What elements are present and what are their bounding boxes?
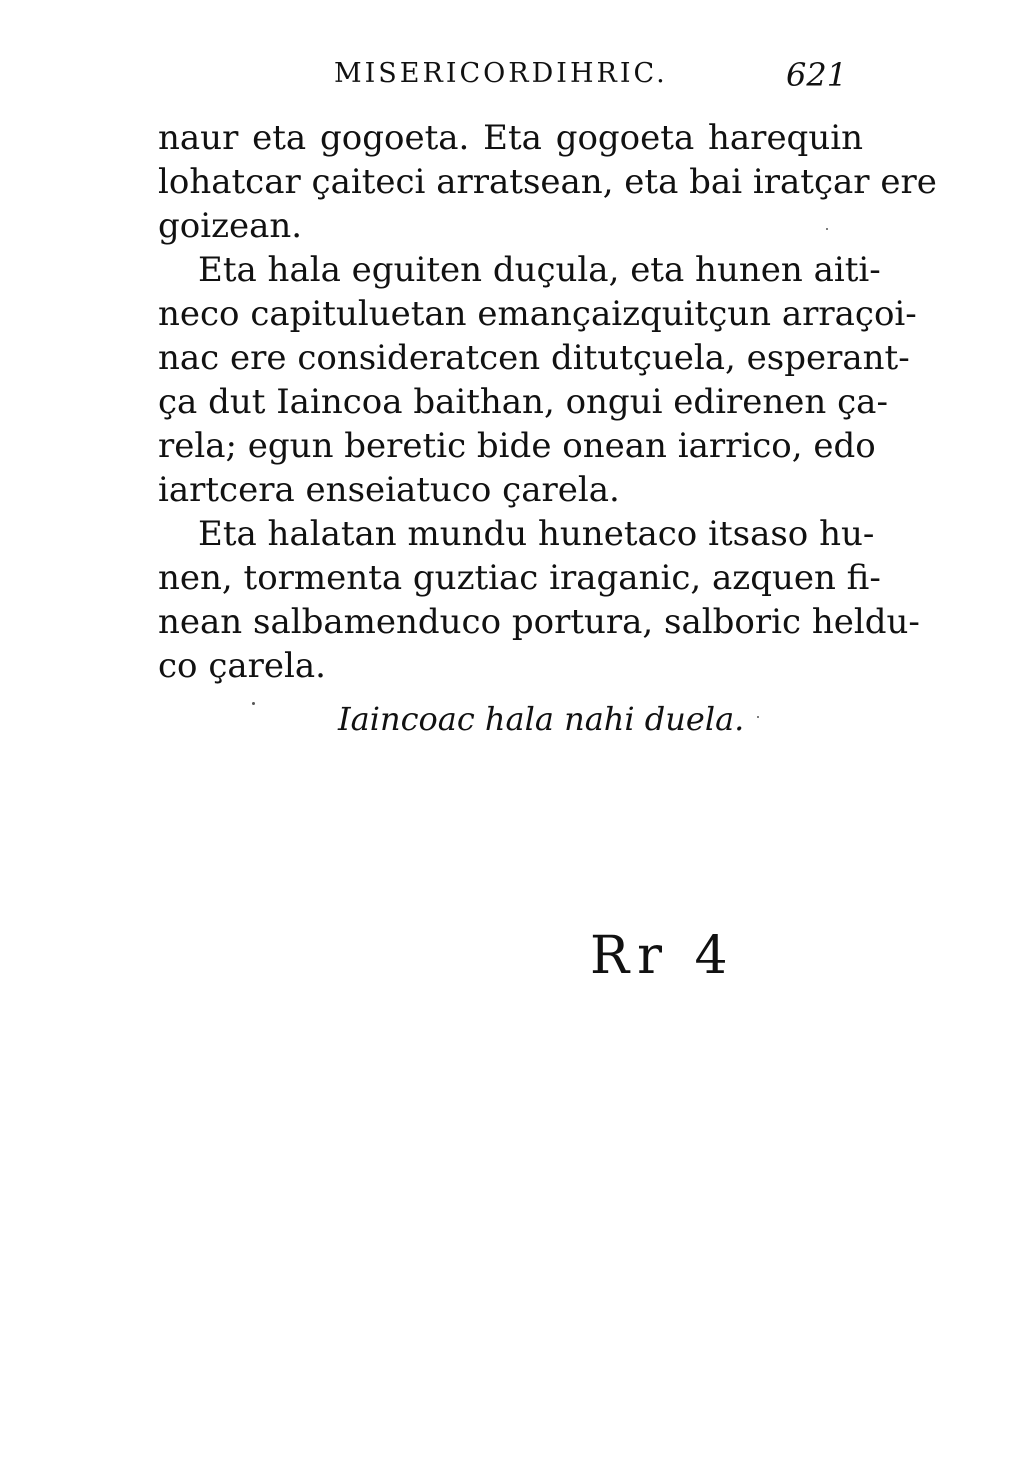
body-text xyxy=(158,116,937,688)
text-line: naur eta gogoeta. Eta gogoeta harequin xyxy=(158,118,863,158)
paragraph-start-line: Eta halatan mundu hunetaco itsaso hu- xyxy=(198,514,875,554)
text-line: lohatcar çaiteci arratsean, eta bai iratçar ere xyxy=(158,162,937,202)
text-line: ça dut Iaincoa baithan, ongui edirenen ça- xyxy=(158,382,888,422)
text-line: nean salbamenduco portura, salboric heldu- xyxy=(158,602,920,642)
text-line: iartcera enseiatuco çarela. xyxy=(158,470,620,510)
ink-speck xyxy=(252,702,255,705)
page-number: 621 xyxy=(786,56,848,94)
text-line: co çarela. xyxy=(158,646,326,686)
paragraph-start-line: Eta hala eguiten duçula, eta hunen aiti- xyxy=(198,250,881,290)
signature-mark: Rr 4 xyxy=(590,926,736,986)
closing-motto: Iaincoac hala nahi duela. xyxy=(338,700,745,738)
text-line: goizean. xyxy=(158,206,303,246)
text-line: rela; egun beretic bide onean iarrico, edo xyxy=(158,426,876,466)
ink-speck xyxy=(826,228,828,230)
ink-speck xyxy=(757,716,759,718)
text-line: neco capituluetan emançaizquitçun arraçoi- xyxy=(158,294,917,334)
text-line: nen, tormenta guztiac iraganic, azquen fi- xyxy=(158,558,881,598)
running-head: MISERICORDIHRIC. xyxy=(334,58,668,89)
text-line: nac ere consideratcen ditutçuela, esperant- xyxy=(158,338,910,378)
